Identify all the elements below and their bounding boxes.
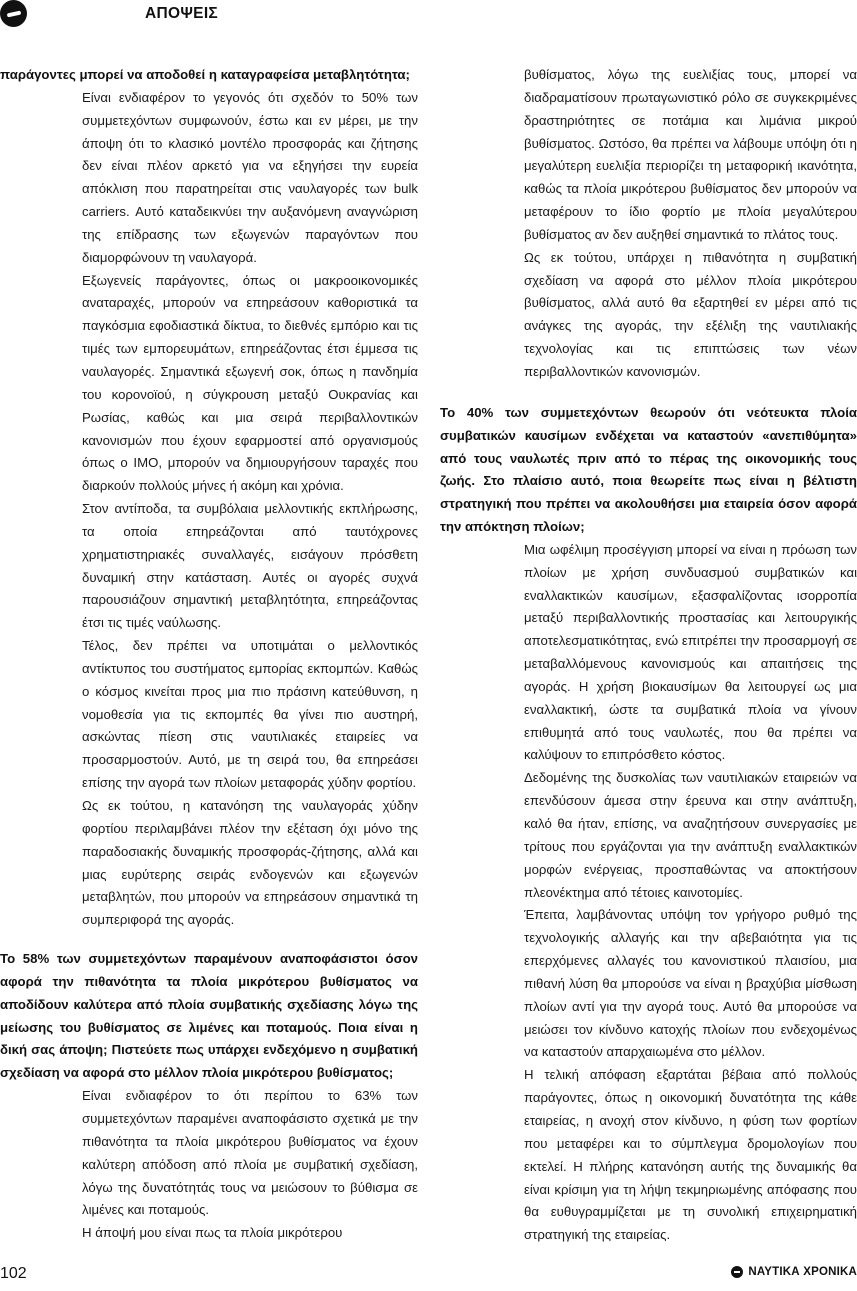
answer-paragraph: Είναι ενδιαφέρον το γεγονός ότι σχεδόν το 50% των συμμετεχόντων συμφωνούν, έστω και εν μέρει, με την άποψη ότι το κλασικό μοντέλο προσφοράς και ζήτησης δεν είναι πλέον αρκετό για να εξηγήσει την ευρεία απόκλιση που παρατηρείται στις ναυλαγορές των bulk carriers. Αυτό καταδεικνύει την αυξανόμενη αναγνώριση της επίδρασης των εξωγενών παραγόντων που διαμορφώνουν τη ναυλαγορά. [82,89,418,265]
answer-paragraph: Μια ωφέλιμη προσέγγιση μπορεί να είναι η πρόωση των πλοίων με χρήση συνδυασμού συμβατικών και εναλλακτικών καυσίμων, εξασφαλίζοντας ισορροπία μεταξύ περιβαλλοντικής προστασίας και λειτουργικής αποτελεσματικότητας, ενώ επιτρέπει την προσαρμογή σε μεταβαλλόμενους κανονισμούς και απαιτήσεις της αγοράς. Η χρήση βιοκαυσίμων θα λειτουργεί ως μια εναλλακτική, ώστε τα συμβατικά πλοία να γίνουν επιθυμητά από τους ναυλωτές, που θα πρέπει να καλύψουν το επιπρόσθετο κόστος. [524,541,857,763]
answer-paragraph: Ως εκ τούτου, υπάρχει η πιθανότητα η συμβατική σχεδίαση να αφορά στο μέλλον πλοία μικρότερου βυθίσματος, αλλά αυτό θα εξαρτηθεί εν μέρει από τις ανάγκες της αγοράς, την εξέλιξη της ναυτιλιακής τεχνολογίας και τις επιπτώσεις των νέων περιβαλλοντικών κανονισμών. [524,249,857,379]
answer-paragraph: βυθίσματος, λόγω της ευελιξίας τους, μπορεί να διαδραματίσουν πρωταγωνιστικό ρόλο σε συγκεκριμένες δραστηριότητες σε ποτάμια και λιμάνια μικρού βυθίσματος. Ωστόσο, θα πρέπει να λάβουμε υπόψη ότι η μεγαλύτερη ευελιξία περιορίζει τη μεταφορική ικανότητα, καθώς τα πλοία μικρότερου βυθίσματος δεν μπορούν να μεταφέρουν το ίδιο φορτίο με πλοία μεγαλύτερου βυθίσματος αν δεν αυξηθεί σημαντικά το πλάτος τους. [524,67,857,242]
question-1-tail: παράγοντες μπορεί να αποδοθεί η καταγραφείσα μεταβλητότητα; [0,67,410,82]
page-header [0,0,857,30]
magazine-logo-icon [0,0,27,27]
answer-paragraph: Η τελική απόφαση εξαρτάται βέβαια από πολλούς παράγοντες, όπως η οικονομική δυνατότητα της κάθε εταιρείας, η ανοχή στον κίνδυνο, η φύση των φορτίων που μεταφέρει και το σύμπλεγμα δρομολογίων που εκτελεί. Η πλήρης κατανόηση αυτής της δυναμικής θα είναι κρίσιμη για τη λήψη τεκμηριωμένης απόφασης που θα ευθυγραμμίζεται με τη συνολική επιχειρηματική στρατηγική της εταιρείας. [524,1067,857,1243]
question-3: Το 40% των συμμετεχόντων θεωρούν ότι νεότευκτα πλοία συμβατικών καυσίμων ενδέχεται να καταστούν «ανεπιθύμητα» από τους ναυλωτές πριν από το πέρας της οικονομικής τους ζωής. Στο πλαίσιο αυτό, ποια θεωρείτε πως είναι η βέλτιστη στρατηγική που πρέπει να ακολουθήσει μια εταιρεία όσον αφορά την απόκτηση πλοίων; [440,404,857,535]
left-column [0,64,418,1245]
answer-paragraph: Δεδομένης της δυσκολίας των ναυτιλιακών εταιρειών να επενδύσουν άμεσα στην έρευνα και στην ανάπτυξη, καλό θα ήταν, επίσης, να αναζητήσουν συνεργασίες με τρίτους που εργάζονται για την ανάπτυξη εναλλακτικών μορφών ενέργειας, προσπαθώντας να αποκτήσουν πλεονέκτημα από τέτοιες καινοτομίες. [524,770,857,900]
page-number: 102 [0,1265,27,1282]
brand-name: ΝΑΥΤΙΚΑ ΧΡΟΝΙΚΑ [748,1266,857,1278]
answer-paragraph: Τέλος, δεν πρέπει να υποτιμάται ο μελλοντικός αντίκτυπος του συστήματος εμπορίας εκπομπών. Καθώς ο κόσμος κινείται προς μια πιο πράσινη κατεύθυνση, η νομοθεσία για τις εκπομπές θα γίνει πιο αυστηρή, ασκώντας πίεση στις ναυτιλιακές εταιρείες να προσαρμοστούν. Αυτό, με τη σειρά του, θα επηρεάσει επίσης την αγορά των πλοίων μεταφοράς χύδην φορτίου. [82,638,418,791]
footer-brand [731,1266,857,1278]
answer-paragraph: Ως εκ τούτου, η κατανόηση της ναυλαγοράς χύδην φορτίου περιλαμβάνει πλέον την εξέταση όχι μόνο της παραδοσιακής δυναμικής προσφοράς-ζήτησης, αλλά και μιας ευρύτερης σειράς ενδογενών και εξωγενών μεταβλητών, που μπορούν να επηρεάσουν σημαντικά τη συμπεριφορά της αγοράς. [82,798,418,928]
answer-paragraph: Στον αντίποδα, τα συμβόλαια μελλοντικής εκπλήρωσης, τα οποία επηρεάζονται από ταυτόχρονες χρηματιστηριακές συναλλαγές, εισάγουν πρόσθετη δυναμική στην κατάσταση. Αυτές οι αγορές συχνά παρουσιάζουν σημαντική μεταβλητότητα, επηρεάζοντας έτσι τις τιμές ναύλωσης. [82,501,418,631]
question-2: Το 58% των συμμετεχόντων παραμένουν αναποφάσιστοι όσον αφορά την πιθανότητα τα πλοία μικρότερου βυθίσματος να αποδίδουν καλύτερα από πλοία συμβατικής σχεδίασης λόγω της μείωσης του βυθίσματος σε λιμένες και ποταμούς. Ποια είναι η δική σας άποψη; Πιστεύετε πως υπάρχει ενδεχόμενο η συμβατική σχεδίαση να αφορά στο μέλλον πλοία μικρότερου βυθίσματος; [0,951,418,1081]
brand-logo-icon [731,1266,743,1278]
answer-paragraph: Έπειτα, λαμβάνοντας υπόψη τον γρήγορο ρυθμό της τεχνολογικής αλλαγής και την αβεβαιότητα για τις επερχόμενες αλλαγές του κανονιστικού πλαισίου, μια πιθανή λύση θα μπορούσε να είναι η βραχύβια μίσθωση πλοίων αντί για την αγορά τους. Αυτό θα μπορούσε να μειώσει τον κίνδυνο κατοχής πλοίων που ενδεχομένως να καταστούν απαρχαιωμένα στο μέλλον. [524,907,857,1060]
right-column [440,64,857,1247]
answer-paragraph: Η άποψή μου είναι πως τα πλοία μικρότερου [82,1225,343,1241]
answer-paragraph: Είναι ενδιαφέρον το ότι περίπου το 63% των συμμετεχόντων παραμένει αναποφάσιστο σχετικά με την πιθανότητα τα πλοία μικρότερου βυθίσματος να έχουν καλύτερη απόδοση από πλοία με συμβατική σχεδίαση, λόγω της δυνατότητάς τους να μειώσουν το βύθισμα σε λιμένες και ποταμούς. [82,1088,418,1218]
section-title: ΑΠΟΨΕΙΣ [145,5,219,22]
answer-paragraph: Εξωγενείς παράγοντες, όπως οι μακροοικονομικές αναταραχές, μπορούν να επηρεάσουν καθοριστικά τα παγκόσμια εφοδιαστικά δίκτυα, το διεθνές εμπόριο και τις τιμές των εμπορευμάτων, επηρεάζοντας έτσι έμμεσα τις ναυλαγορές. Σημαντικά εξωγενή σοκ, όπως η πανδημία του κορονοϊού, η σύγκρουση μεταξύ Ουκρανίας και Ρωσίας, καθώς και μια σειρά περιβαλλοντικών κανονισμών που έχουν εφαρμοστεί από οργανισμούς όπως ο IMO, μπορούν να δημιουργήσουν ταραχές που διαρκούν πολλούς μήνες ή ακόμη και χρόνια. [82,272,418,494]
